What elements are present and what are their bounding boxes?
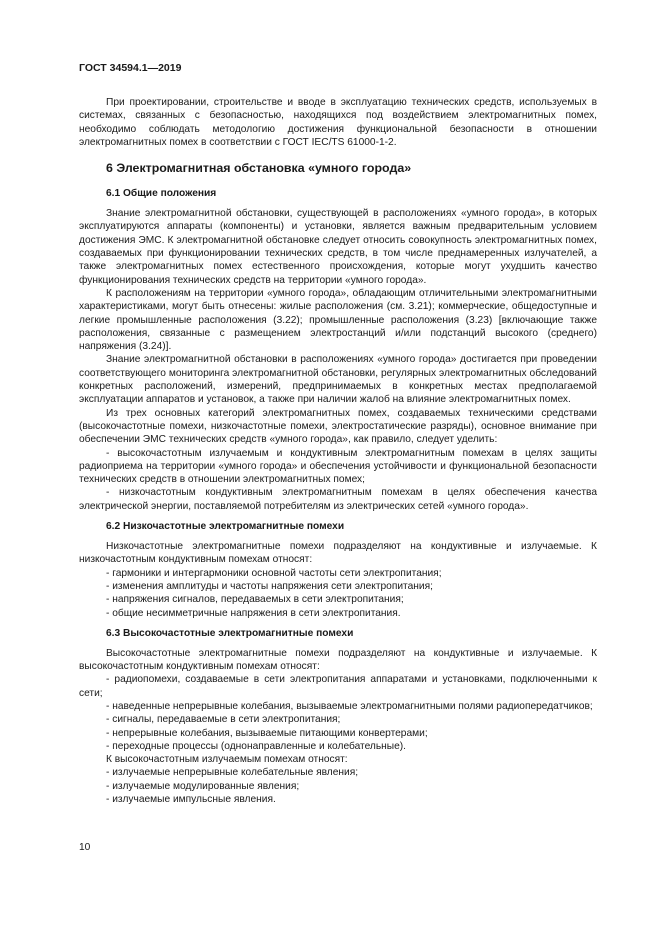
paragraph: Из трех основных категорий электромагнитных помех, создаваемых техническими средствами (высокочастотные помехи, низкочастотные помехи, электростатические разряды), основное внимание при обеспечении ЭМС технических средств «умного города», как правило, следует уделить: xyxy=(79,407,597,446)
section-6-title: 6 Электромагнитная обстановка «умного города» xyxy=(106,161,412,176)
list-item: - радиопомехи, создаваемые в сети электропитания аппаратами и установками, подключенными к сети; xyxy=(79,674,597,699)
section-6-2-title: 6.2 Низкочастотные электромагнитные помехи xyxy=(106,521,345,533)
list-item: - гармоники и интергармоники основной частоты сети электропитания; xyxy=(106,567,442,579)
paragraph: Высокочастотные электромагнитные помехи подразделяют на кондуктивные и излучаемые. К высокочастотным кондуктивным помехам относят: xyxy=(79,647,597,673)
list-item: - изменения амплитуды и частоты напряжения сети электропитания; xyxy=(106,580,433,592)
list-item: - излучаемые импульсные явления. xyxy=(106,794,276,806)
paragraph: Низкочастотные электромагнитные помехи подразделяют на кондуктивные и излучаемые. К низкочастотным кондуктивным помехам относят: xyxy=(79,541,597,566)
list-item: - наведенные непрерывные колебания, вызываемые электромагнитными полями радиопередатчиков; xyxy=(106,700,593,712)
paragraph: Знание электромагнитной обстановки, существующей в расположениях «умного города», в которых эксплуатируются аппараты (компоненты) и установки, является важным предварительным условием достижения ЭМС. К электромагнитной обстановке следует относить совокупность электромагнитных помех, создаваемых при функционировании технических средств, в том числе преднамеренных излучателей, а также электромагнитных помех естественного происхождения, которые могут ухудшить качество функционирования технических средств на территории «умного города». xyxy=(79,208,597,286)
list xyxy=(79,673,597,753)
list-item: - излучаемые непрерывные колебательные явления; xyxy=(106,767,359,779)
list-item: - переходные процессы (однонаправленные и колебательные). xyxy=(106,740,407,752)
section-6-1-title: 6.1 Общие положения xyxy=(106,188,217,200)
page-number: 10 xyxy=(79,842,91,853)
list xyxy=(79,447,597,513)
paragraph: Знание электромагнитной обстановки в расположениях «умного города» достигается при проведении соответствующего мониторинга электромагнитной обстановки, регулярных электромагнитных обследований конкретных расположений, измерений, предпринимаемых в конкретных местах предполагаемой эксплуатации аппаратов и установок, а также при наличии жалоб на влияние электромагнитных помех. xyxy=(79,354,597,406)
list-item: - сигналы, передаваемые в сети электропитания; xyxy=(106,714,341,726)
document-header: ГОСТ 34594.1—2019 xyxy=(79,62,182,74)
list-item: - излучаемые модулированные явления; xyxy=(106,780,300,792)
list-item: - высокочастотным излучаемым и кондуктивным электромагнитным помехам в целях защиты радиоприема на территории «умного города» и обеспечения устойчивости и функциональной безопасности технических средств в отношении электромагнитных помех; xyxy=(79,447,597,486)
list-item: - напряжения сигналов, передаваемых в сети электропитания; xyxy=(106,594,404,606)
list xyxy=(79,766,597,806)
intro-paragraph: При проектировании, строительстве и вводе в эксплуатацию технических средств, используемых в системах, связанных с безопасностью, находящихся под воздействием электромагнитных помех, необходимо соблюдать методологию достижения функциональной безопасности в отношении электромагнитных помех в соответствии с ГОСТ IEC/TS 61000-1-2. xyxy=(79,97,597,148)
list-item: - низкочастотным кондуктивным электромагнитным помехам в целях обеспечения качества электрической энергии, поставляемой потребителям из электрических сетей «умного города». xyxy=(79,487,597,512)
paragraph: К высокочастотным излучаемым помехам относят: xyxy=(106,754,348,766)
list-item: - общие несимметричные напряжения в сети электропитания. xyxy=(106,607,401,619)
section-6-3-title: 6.3 Высокочастотные электромагнитные помехи xyxy=(106,627,354,639)
list-item: - непрерывные колебания, вызываемые питающими конвертерами; xyxy=(106,727,428,739)
paragraph: К расположениям на территории «умного города», обладающим отличительными электромагнитными характеристиками, могут быть отнесены: жилые расположения (см. 3.21); коммерческие, общедоступные и легкие промышленные расположения (3.22); промышленные расположения (3.23) [включающие также расположения, связанные с размещением электростанций и/или подстанций высокого (среднего) напряжения (3.24)]. xyxy=(79,287,597,353)
list xyxy=(79,567,597,620)
